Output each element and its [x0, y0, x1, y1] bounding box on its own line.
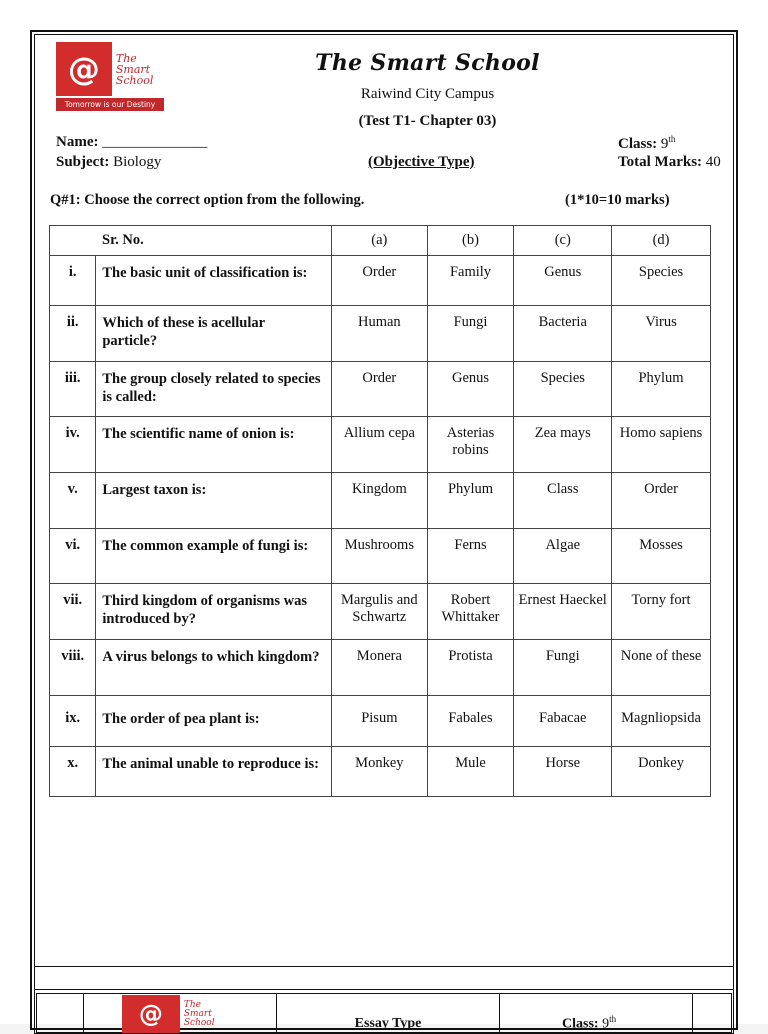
- class-value: 9: [660, 136, 669, 152]
- option-d: None of these: [612, 640, 711, 696]
- total-marks-value: 40: [705, 154, 721, 170]
- row-number: vi.: [50, 529, 96, 584]
- option-d: Homo sapiens: [612, 417, 711, 473]
- next-header-type-cell: [277, 994, 500, 1033]
- table-row: [50, 306, 711, 362]
- subject-field: [56, 154, 161, 171]
- logo-tagline: Tomorrow is our Destiny: [56, 98, 164, 111]
- row-number: viii.: [50, 640, 96, 696]
- table-row: [50, 473, 711, 529]
- table-row: [50, 417, 711, 473]
- next-header-class-cell: [500, 994, 693, 1033]
- row-number: iv.: [50, 417, 96, 473]
- option-c: Class: [514, 473, 612, 529]
- question-text: The scientific name of onion is:: [96, 417, 332, 473]
- option-b: Protista: [427, 640, 514, 696]
- logo-word-school: School: [115, 73, 154, 87]
- subject-value: Biology: [113, 154, 162, 170]
- header-option-c: (c): [514, 226, 612, 256]
- row-number: ix.: [50, 696, 96, 747]
- option-d: Mosses: [612, 529, 711, 584]
- option-b: Family: [427, 256, 514, 306]
- option-c: Bacteria: [514, 306, 612, 362]
- next-header-logo-cell: [84, 994, 277, 1033]
- option-a: Monkey: [332, 747, 427, 797]
- row-number: i.: [50, 256, 96, 306]
- option-c: Genus: [514, 256, 612, 306]
- option-a: Order: [332, 256, 427, 306]
- option-a: Monera: [332, 640, 427, 696]
- header-option-a: (a): [332, 226, 427, 256]
- essay-type-label: Essay Type: [354, 1016, 422, 1031]
- question-text: A virus belongs to which kingdom?: [96, 640, 332, 696]
- option-c: Fabacae: [514, 696, 612, 747]
- next-class-value: 9: [602, 1016, 610, 1032]
- option-a: Order: [332, 362, 427, 417]
- next-logo-word-school: School: [183, 1017, 215, 1028]
- logo-at-icon: @: [56, 42, 112, 96]
- next-class-field: [562, 1014, 616, 1033]
- option-b: Ferns: [427, 529, 514, 584]
- question-text: The order of pea plant is:: [96, 696, 332, 747]
- row-number: iii.: [50, 362, 96, 417]
- question-heading: Q#1: Choose the correct option from the following.: [50, 192, 365, 208]
- name-label: Name:: [56, 134, 99, 150]
- table-row: [50, 640, 711, 696]
- logo-word-the: The: [115, 51, 137, 65]
- option-c: Species: [514, 362, 612, 417]
- next-page-header: [36, 993, 732, 1033]
- option-d: Species: [612, 256, 711, 306]
- total-marks-field: [618, 154, 721, 171]
- next-class-superscript: th: [609, 1014, 617, 1024]
- next-school-logo: [122, 995, 234, 1033]
- option-b: Asterias robins: [427, 417, 514, 473]
- option-a: Human: [332, 306, 427, 362]
- row-number: ii.: [50, 306, 96, 362]
- school-name-heading: The Smart School: [315, 50, 540, 76]
- option-d: Phylum: [612, 362, 711, 417]
- table-row: [50, 362, 711, 417]
- campus-name: Raiwind City Campus: [360, 86, 495, 102]
- option-b: Robert Whittaker: [427, 584, 514, 640]
- page-break-band: [34, 966, 734, 990]
- next-logo-word-the: The: [183, 999, 201, 1010]
- option-c: Algae: [514, 529, 612, 584]
- option-b: Mule: [427, 747, 514, 797]
- header-option-d: (d): [612, 226, 711, 256]
- option-c: Fungi: [514, 640, 612, 696]
- table-row: [50, 256, 711, 306]
- logo-word-smart: Smart: [115, 62, 151, 76]
- option-b: Fungi: [427, 306, 514, 362]
- option-c: Zea mays: [514, 417, 612, 473]
- question-text: The basic unit of classification is:: [96, 256, 332, 306]
- name-field: [56, 134, 207, 151]
- option-d: Virus: [612, 306, 711, 362]
- class-label: Class:: [618, 136, 658, 152]
- row-number: vii.: [50, 584, 96, 640]
- question-text: The animal unable to reproduce is:: [96, 747, 332, 797]
- question-text: Largest taxon is:: [96, 473, 332, 529]
- table-row: [50, 747, 711, 797]
- option-d: Donkey: [612, 747, 711, 797]
- school-logo: [56, 42, 164, 111]
- option-c: Horse: [514, 747, 612, 797]
- total-marks-label: Total Marks:: [618, 154, 703, 170]
- option-a: Kingdom: [332, 473, 427, 529]
- header-option-b: (b): [427, 226, 514, 256]
- question-text: Which of these is acellular particle?: [96, 306, 332, 362]
- test-title: (Test T1- Chapter 03): [358, 113, 497, 129]
- option-b: Genus: [427, 362, 514, 417]
- question-text: The common example of fungi is:: [96, 529, 332, 584]
- class-superscript: th: [668, 134, 676, 144]
- table-header-row: [50, 226, 711, 256]
- option-b: Phylum: [427, 473, 514, 529]
- table-row: [50, 696, 711, 747]
- table-row: [50, 584, 711, 640]
- next-logo-word-smart: Smart: [183, 1008, 212, 1019]
- option-d: Order: [612, 473, 711, 529]
- table-row: [50, 529, 711, 584]
- subject-label: Subject:: [56, 154, 110, 170]
- option-a: Allium cepa: [332, 417, 427, 473]
- row-number: x.: [50, 747, 96, 797]
- next-logo-at-icon: @: [122, 995, 180, 1033]
- option-a: Margulis and Schwartz: [332, 584, 427, 640]
- next-header-end-spacer: [693, 994, 732, 1033]
- mcq-table: [49, 225, 711, 797]
- row-number: v.: [50, 473, 96, 529]
- option-d: Magnliopsida: [612, 696, 711, 747]
- option-c: Ernest Haeckel: [514, 584, 612, 640]
- option-a: Pisum: [332, 696, 427, 747]
- question-marks: (1*10=10 marks): [565, 192, 670, 208]
- class-field: [618, 134, 675, 153]
- option-d: Torny fort: [612, 584, 711, 640]
- next-header-spacer: [37, 994, 84, 1033]
- header-sr-no: Sr. No.: [50, 226, 332, 256]
- name-blank: ______________: [102, 134, 208, 150]
- objective-type-label: (Objective Type): [368, 154, 475, 170]
- question-text: The group closely related to species is called:: [96, 362, 332, 417]
- option-b: Fabales: [427, 696, 514, 747]
- next-class-label: Class:: [562, 1016, 599, 1032]
- option-a: Mushrooms: [332, 529, 427, 584]
- question-text: Third kingdom of organisms was introduced by?: [96, 584, 332, 640]
